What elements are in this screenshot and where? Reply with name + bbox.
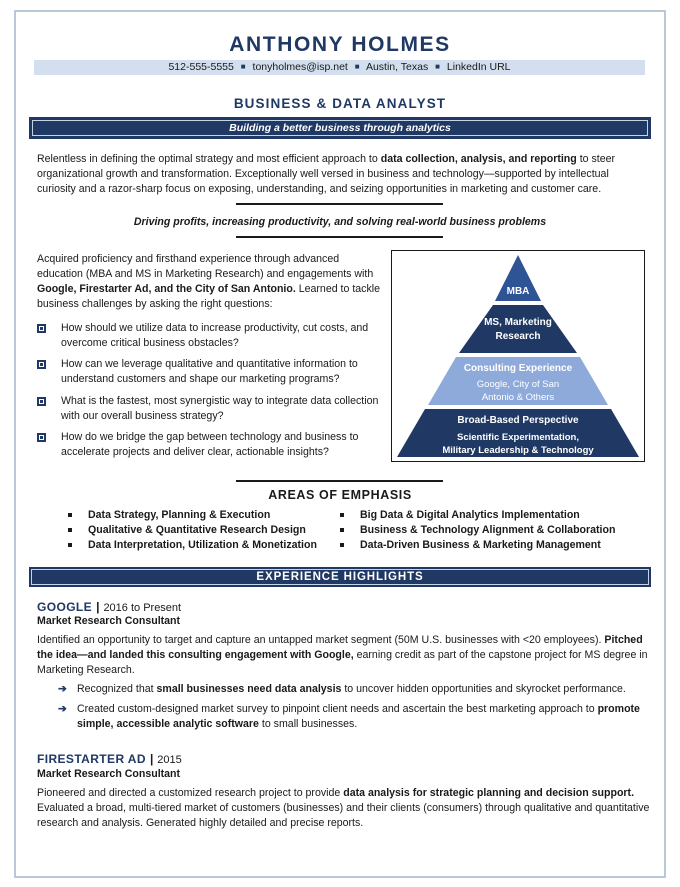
- contact-bar: [34, 60, 645, 75]
- qualifications-pyramid: [391, 250, 645, 462]
- square-bullet-icon: [37, 433, 46, 442]
- square-bullet-icon: [37, 360, 46, 369]
- bullet-icon: [68, 513, 72, 517]
- education-paragraph: Acquired proficiency and firsthand experience through advanced education (MBA and MS in Marketing Research) and engagements with Google, Firestarter Ad, and the City of San Antonio. Learned to tackle business challenges by asking the right questions:: [37, 253, 380, 310]
- tagline-secondary: Driving profits, increasing productivity, and solving real-world business problems: [133, 216, 547, 228]
- list-item: Data Strategy, Planning & Execution: [68, 508, 270, 523]
- role-title: BUSINESS & DATA ANALYST: [233, 96, 447, 111]
- job-title: Market Research Consultant: [37, 615, 181, 627]
- list-item: Big Data & Digital Analytics Implementation: [340, 508, 580, 523]
- company-name: FIRESTARTER AD: [37, 752, 146, 766]
- tagline: Building a better business through analytics: [32, 120, 648, 136]
- company-name: GOOGLE: [37, 600, 93, 614]
- pyramid-label: MBA: [506, 286, 530, 297]
- bullet-icon: [68, 528, 72, 532]
- job-description: Pioneered and directed a customized research project to provide data analysis for strategic planning and decision support. Evaluated a broad, multi-tiered market of customers (businesses) and their clients (consumers) through qualitative and quantitative research and analysis. Generated highly detailed and precise reports.: [37, 787, 650, 829]
- arrow-icon: ➔: [58, 703, 67, 715]
- list-item: ➔ Recognized that small businesses need data analysis to uncover hidden opportunities and skyrocket performance.: [58, 683, 626, 695]
- job-title: Market Research Consultant: [37, 768, 181, 780]
- list-item: ➔ Created custom-designed market survey to pinpoint client needs and ascertain the best marketing approach to promote simple, accessible analytic software to small businesses.: [58, 703, 640, 730]
- pyramid-label: Antonio & Others: [481, 392, 555, 403]
- bullet-icon: [68, 543, 72, 547]
- divider: [236, 236, 443, 238]
- job-description: Identified an opportunity to target and capture an untapped market segment (50M U.S. businesses with <20 employees). Pitched the idea—and landed this consulting engagement with Google, earning credit as part of the capstone project for MS degree in Marketing Research.: [37, 634, 648, 676]
- bullet-icon: [340, 543, 344, 547]
- pyramid-label: Consulting Experience: [463, 363, 573, 374]
- separator-icon: ■: [354, 62, 360, 71]
- arrow-icon: ➔: [58, 683, 67, 695]
- pyramid-label: Military Leadership & Technology: [442, 445, 594, 456]
- divider: [236, 480, 443, 482]
- pyramid-label: Research: [495, 331, 541, 342]
- pyramid-label: Scientific Experimentation,: [457, 432, 579, 443]
- separator-bar: |: [149, 752, 154, 766]
- list-item: Data-Driven Business & Marketing Management: [340, 538, 601, 553]
- pyramid-label: MS, Marketing: [484, 317, 552, 328]
- list-item: How should we utilize data to increase productivity, cut costs, and overcome critical business obstacles?: [37, 321, 382, 351]
- list-item: How do we bridge the gap between technology and business to accelerate projects and deliver clear, actionable insights?: [37, 430, 382, 460]
- list-item: How can we leverage qualitative and quantitative information to understand customers and shape our marketing programs?: [37, 357, 382, 387]
- pyramid-label: Google, City of San: [476, 379, 560, 390]
- tagline-bar: [29, 117, 651, 139]
- pyramid-label: Broad-Based Perspective: [457, 415, 579, 426]
- candidate-name: ANTHONY HOLMES: [229, 33, 451, 56]
- pyramid-graphic: [392, 251, 644, 461]
- bullet-icon: [340, 528, 344, 532]
- experience-header-bar: [29, 567, 651, 587]
- square-bullet-icon: [37, 324, 46, 333]
- phone: 512-555-5555: [168, 61, 234, 73]
- pyramid-tier-ms: [459, 305, 577, 353]
- summary-paragraph: Relentless in defining the optimal strategy and most efficient approach to data collection, analysis, and reporting to steer organizational growth and transformation. Exceptionally well versed in business and technology—supported by intellectual curiosity and a razor-sharp focus on exposing, understanding, and seizing opportunities in marketing and customer care.: [37, 153, 616, 195]
- job-years: 2015: [157, 754, 182, 766]
- location: Austin, Texas: [365, 61, 429, 73]
- separator-bar: |: [96, 600, 100, 614]
- job-years: 2016 to Present: [103, 602, 182, 614]
- separator-icon: ■: [240, 62, 246, 71]
- experience-title: EXPERIENCE HIGHLIGHTS: [31, 569, 649, 585]
- separator-icon: ■: [435, 62, 440, 71]
- bullet-icon: [340, 513, 344, 517]
- divider: [236, 203, 443, 205]
- linkedin: LinkedIn URL: [446, 61, 511, 73]
- list-item: Business & Technology Alignment & Collaboration: [340, 523, 615, 538]
- areas-title: AREAS OF EMPHASIS: [268, 488, 412, 502]
- square-bullet-icon: [37, 397, 46, 406]
- email: tonyholmes@isp.net: [252, 61, 348, 73]
- list-item: What is the fastest, most synergistic way to integrate data collection with our overall business strategy?: [37, 394, 382, 424]
- company-heading: [37, 752, 182, 768]
- list-item: Data Interpretation, Utilization & Monetization: [68, 538, 317, 553]
- list-item: Qualitative & Quantitative Research Design: [68, 523, 306, 538]
